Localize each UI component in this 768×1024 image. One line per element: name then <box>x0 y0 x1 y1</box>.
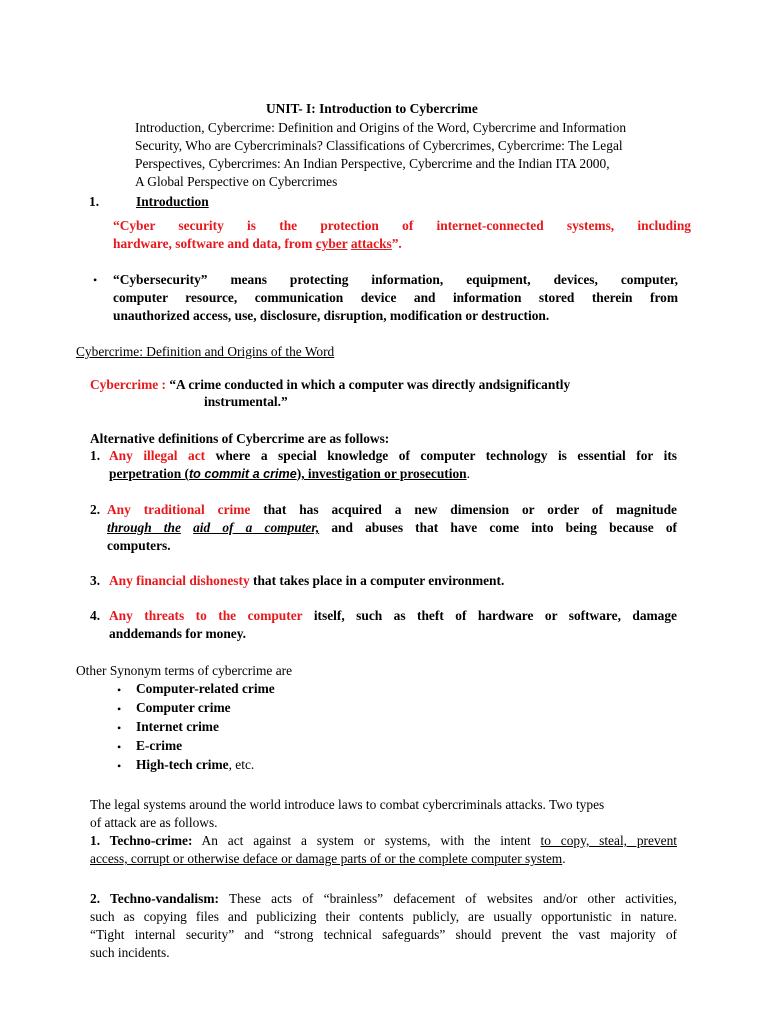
vandalism-label: 2. Techno-vandalism: <box>90 891 219 906</box>
synonym-item: E-crime <box>136 738 183 753</box>
alt-def-end: . <box>466 466 470 481</box>
alt-def-2-line-3: computers. <box>107 538 171 553</box>
unit-title: UNIT- I: Introduction to Cybercrime <box>266 101 478 116</box>
cybercrime-definition <box>90 376 670 394</box>
alt-def-italic: to commit a crime <box>188 467 297 481</box>
vandalism-text: These acts of “brainless” defacement of websites and/or other activities, <box>218 891 677 906</box>
syllabus-line: Perspectives, Cybercrimes: An Indian Perspective, Cybercrime and the Indian ITA 2000, <box>135 156 610 171</box>
definition-section-heading: Cybercrime: Definition and Origins of the Word <box>76 344 335 359</box>
synonym-item: High-tech crime <box>136 757 229 772</box>
synonym-suffix: , etc. <box>228 757 255 772</box>
techno-crime-label: 1. Techno-crime: <box>90 833 193 848</box>
bullet-icon: • <box>117 683 122 697</box>
alt-def-italic: aid of a computer, <box>193 520 320 535</box>
definition-line: “Cybersecurity” means protecting information, equipment, devices, computer, <box>113 272 678 287</box>
synonym-item: Internet crime <box>136 719 219 734</box>
quote-line-1: “Cyber security is the protection of internet-connected systems, including <box>113 218 691 233</box>
definition-line: computer resource, communication device and information stored therein from <box>113 290 678 305</box>
bullet-icon: • <box>117 721 122 735</box>
legal-intro-line: of attack are as follows. <box>90 815 218 830</box>
syllabus-line: A Global Perspective on Cybercrimes <box>135 174 338 189</box>
techno-crime-line-1 <box>90 832 677 850</box>
alt-def-text: where a special knowledge of computer technology is essential for its <box>205 448 677 463</box>
item-number: 3. <box>90 573 101 588</box>
alt-def-4-line-1 <box>109 607 677 625</box>
alt-def-red: Any illegal act <box>109 448 206 463</box>
alt-def-2-line-1 <box>107 501 677 519</box>
definition-text: “A crime conducted in which a computer was directly andsignificantly <box>169 377 571 392</box>
definition-text-cont: instrumental.” <box>204 394 288 409</box>
syllabus-topics <box>135 119 695 191</box>
alt-def-4-line-2: anddemands for money. <box>109 626 247 641</box>
alt-definitions-heading: Alternative definitions of Cybercrime are as follows: <box>90 431 390 446</box>
definition-line: unauthorized access, use, disclosure, disruption, modification or destruction. <box>113 308 550 323</box>
legal-intro-line: The legal systems around the world introduce laws to combat cybercriminals attacks. Two types <box>90 797 605 812</box>
alt-def-1-line-2 <box>109 465 677 483</box>
synonym-item-last <box>136 757 254 773</box>
techno-crime-line-2 <box>90 850 677 868</box>
alt-def-part: perpetration ( <box>109 466 189 481</box>
techno-crime-text: An act against a system or systems, with the intent <box>192 833 541 848</box>
synonym-item: Computer-related crime <box>136 681 275 696</box>
techno-vandalism <box>90 890 677 962</box>
intro-heading: Introduction <box>136 194 209 209</box>
alt-def-italic: through the <box>107 520 181 535</box>
alt-def-text: itself, such as theft of hardware or software, damage <box>302 608 678 623</box>
vandalism-line <box>90 890 677 908</box>
alt-def-underlined <box>109 466 467 481</box>
item-number: 1. <box>90 448 101 463</box>
bullet-icon: • <box>117 740 122 754</box>
quote-text: hardware, software and data, from <box>113 236 316 251</box>
bullet-icon: • <box>117 759 122 773</box>
vandalism-line: such as copying files and publicizing their contents publicly, are usually opportunistic in nature. <box>90 909 677 924</box>
item-number: 2. <box>90 502 101 517</box>
bullet-icon: • <box>117 702 122 716</box>
quote-link-cyber: cyber <box>315 236 348 251</box>
quote-line-2 <box>113 235 691 253</box>
alt-def-red: Any financial dishonesty <box>109 573 250 588</box>
alt-def-2-line-2 <box>107 519 677 537</box>
section-number: 1. <box>89 194 100 209</box>
alt-def-text: and abuses that have come into being because of <box>319 520 678 535</box>
cybersecurity-definition <box>113 271 678 325</box>
alt-def-red: Any traditional crime <box>107 502 251 517</box>
legal-intro <box>90 796 680 832</box>
alt-def-text: that takes place in a computer environment. <box>249 573 505 588</box>
techno-crime-end: . <box>562 851 566 866</box>
alt-def-red: Any threats to the computer <box>109 608 303 623</box>
synonym-item: Computer crime <box>136 700 231 715</box>
quote-link-attacks: attacks <box>350 236 392 251</box>
techno-crime-underlined: to copy, steal, prevent <box>540 833 678 848</box>
item-number: 4. <box>90 608 101 623</box>
alt-def-3 <box>109 573 504 589</box>
cybercrime-term: Cybercrime : <box>90 377 166 392</box>
syllabus-line: Introduction, Cybercrime: Definition and Origins of the Word, Cybercrime and Information <box>135 120 627 135</box>
syllabus-line: Security, Who are Cybercriminals? Classifications of Cybercrimes, Cybercrime: The Legal <box>135 138 623 153</box>
techno-crime-underlined: access, corrupt or otherwise deface or damage parts of or the complete computer system <box>90 851 563 866</box>
quote-end: ”. <box>391 236 402 251</box>
alt-def-part: ), investigation or prosecution <box>296 466 467 481</box>
vandalism-line: “Tight internal security” and “strong technical safeguards” should prevent the vast majority of <box>90 927 677 942</box>
vandalism-line: such incidents. <box>90 945 170 960</box>
bullet-icon: • <box>93 273 98 287</box>
alt-def-1-line-1 <box>109 447 677 465</box>
alt-def-text: that has acquired a new dimension or order of magnitude <box>250 502 678 517</box>
synonyms-heading: Other Synonym terms of cybercrime are <box>76 663 293 678</box>
